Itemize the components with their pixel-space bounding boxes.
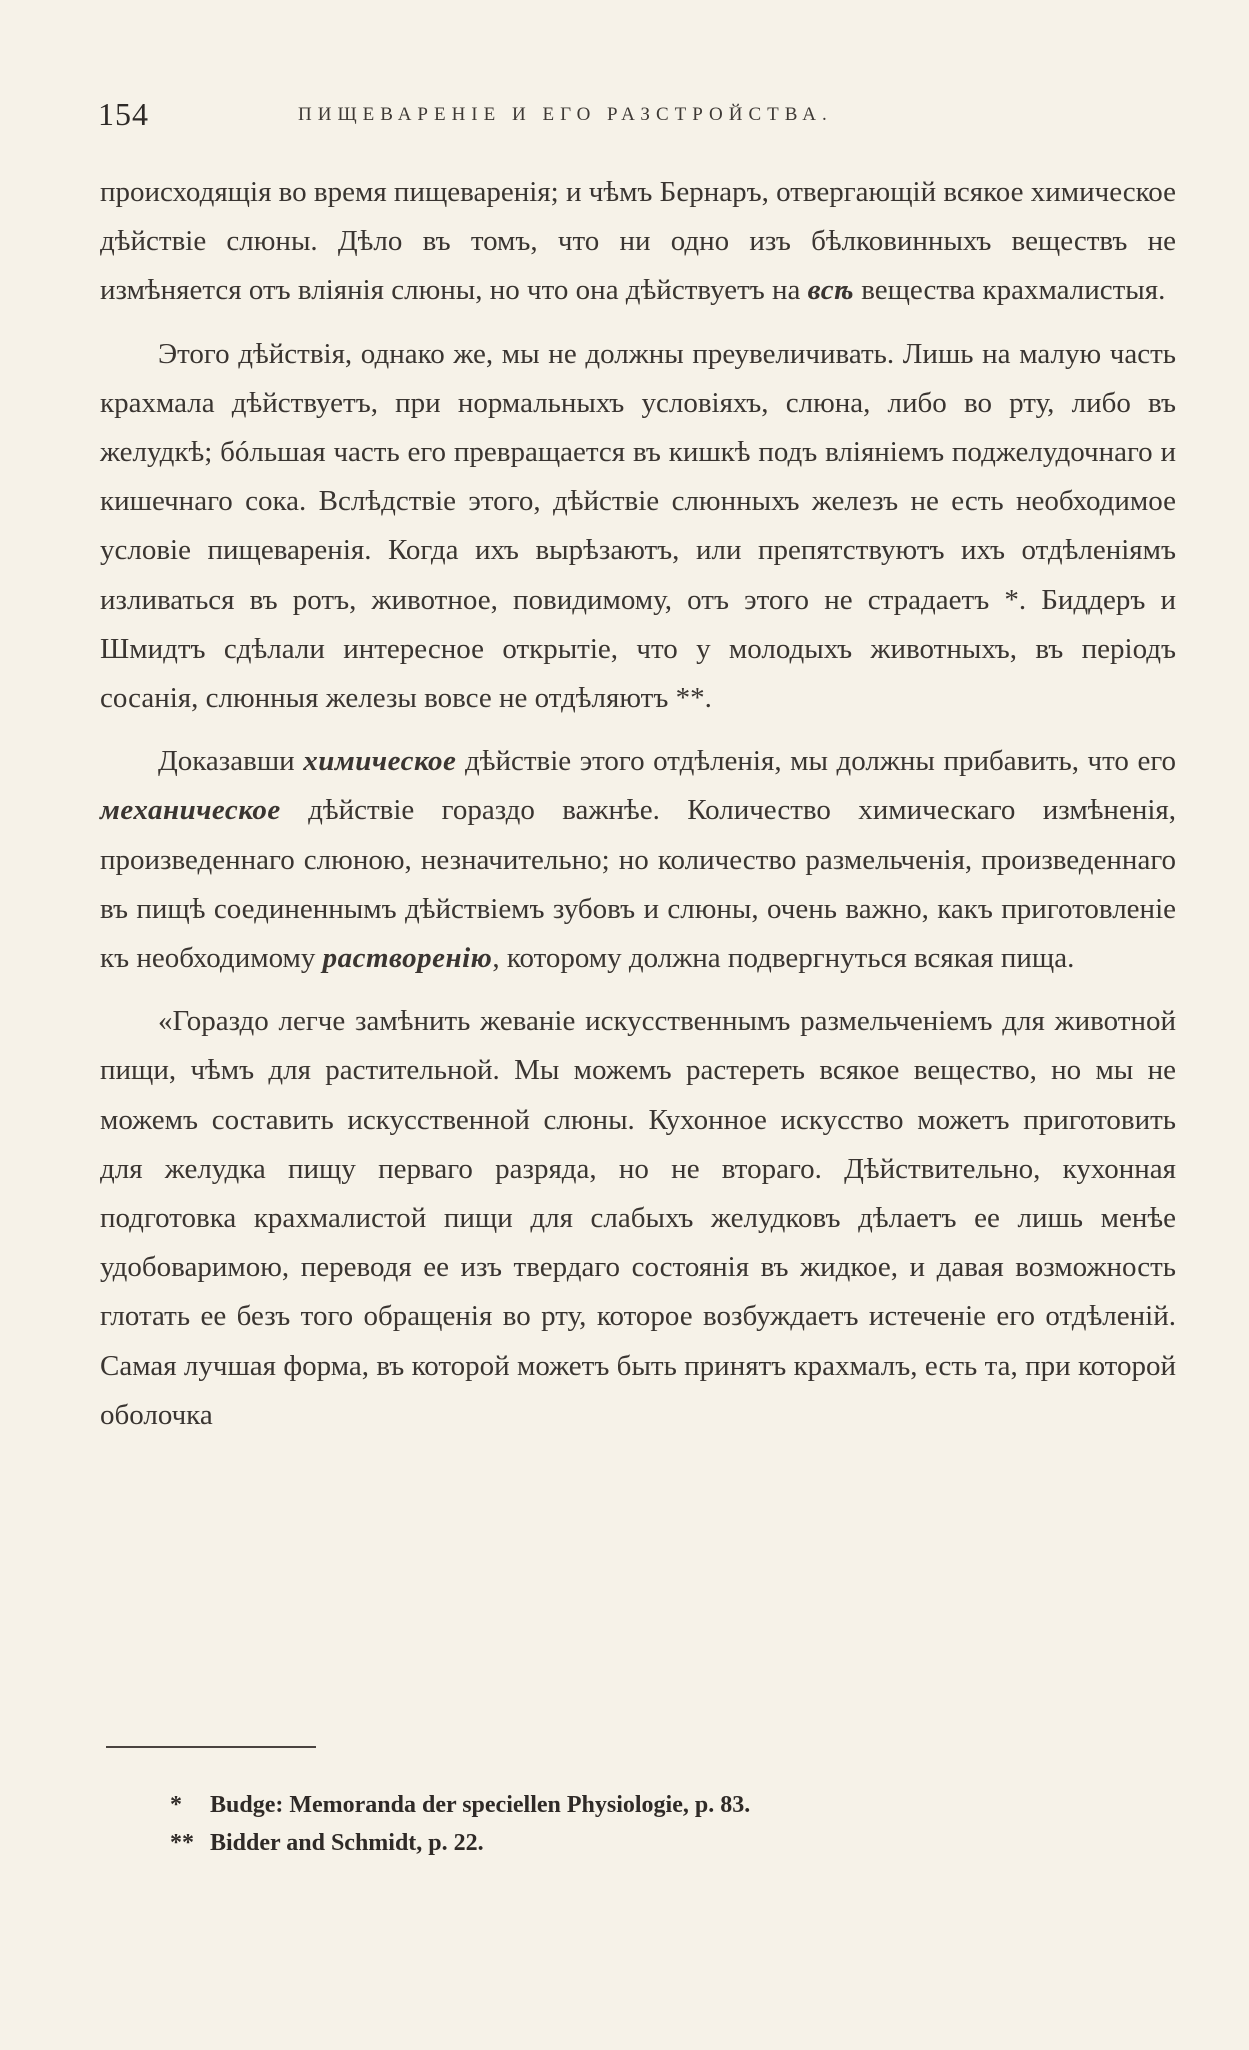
paragraph <box>100 168 1176 316</box>
main-text <box>100 168 1176 1454</box>
paragraph-text: происходящія во время пищеваренія; и чѣмъ Бернаръ, отвергающій всякое химическое дѣйствіе слюны. Дѣло въ томъ, что ни одно изъ бѣлковинныхъ веществъ не измѣняется отъ вліянія слюны, но что она дѣйствуетъ на <box>100 176 1176 307</box>
paragraph <box>100 997 1176 1440</box>
emphasized-text: растворенію <box>322 942 493 975</box>
emphasized-text: механическое <box>100 794 281 827</box>
footnote-divider <box>106 1746 316 1748</box>
emphasized-text: всѣ <box>807 274 854 307</box>
footnote <box>170 1786 750 1824</box>
footnote <box>170 1824 750 1862</box>
footnotes <box>170 1786 750 1862</box>
paragraph-text: , которому должна подвергнуться всякая пища. <box>492 942 1075 975</box>
page-header <box>98 96 1178 136</box>
paragraph-text: Доказавши <box>158 745 304 778</box>
paragraph-text: вещества крахмалистыя. <box>853 274 1166 307</box>
paragraph <box>100 330 1176 724</box>
running-title: ПИЩЕВАРЕНІЕ И ЕГО РАЗСТРОЙСТВА. <box>298 104 833 125</box>
footnote-text: Budge: Memoranda der speciellen Physiologie, p. 83. <box>210 1792 751 1818</box>
paragraph-text: дѣйствіе этого отдѣленія, мы должны прибавить, что его <box>456 745 1176 778</box>
paragraph-text: Этого дѣйствія, однако же, мы не должны преувеличивать. Лишь на малую часть крахмала дѣйствуетъ, при нормальныхъ условіяхъ, слюна, либо во рту, либо въ желудкѣ; бóльшая часть его превращается въ кишкѣ подъ вліяніемъ поджелудочнаго и кишечнаго сока. Вслѣдствіе этого, дѣйствіе слюнныхъ железъ не есть необходимое условіе пищеваренія. Когда ихъ вырѣзаютъ, или препятствуютъ ихъ отдѣленіямъ изливаться въ ротъ, животное, повидимому, отъ этого не страдаетъ *. Биддеръ и Шмидтъ сдѣлали интересное открытіе, что у молодыхъ животныхъ, въ періодъ сосанія, слюнныя железы вовсе не отдѣляютъ **. <box>100 337 1176 715</box>
paragraph-text: дѣйствіе гораздо важнѣе. Количество химическаго измѣненія, произведеннаго слюною, незначительно; но количество размельченія, произведеннаго въ пищѣ соединеннымъ дѣйствіемъ зубовъ и слюны, очень важно, какъ приготовленіе къ необходимому <box>100 794 1176 975</box>
paragraph <box>100 737 1176 983</box>
emphasized-text: химическое <box>303 745 457 778</box>
footnote-mark: ** <box>170 1830 194 1856</box>
paragraph-text: «Гораздо легче замѣнить жеваніе искусственнымъ размельченіемъ для животной пищи, чѣмъ для растительной. Мы можемъ растереть всякое вещество, но мы не можемъ составить искусственной слюны. Кухонное искусство можетъ приготовить для желудка пищу перваго разряда, но не втораго. Дѣйствительно, кухонная подготовка крахмалистой пищи для слабыхъ желудковъ дѣлаетъ ее лишь менѣе удобоваримою, переводя ее изъ твердаго состоянія въ жидкое, и давая возможность глотать ее безъ того обращенія во рту, которое возбуждаетъ истеченіе его отдѣленій. Самая лучшая форма, въ которой можетъ быть принятъ крахмалъ, есть та, при которой оболочка <box>100 1005 1176 1431</box>
page-number: 154 <box>98 96 149 132</box>
footnote-text: Bidder and Schmidt, p. 22. <box>210 1830 484 1856</box>
footnote-mark: * <box>170 1792 182 1818</box>
